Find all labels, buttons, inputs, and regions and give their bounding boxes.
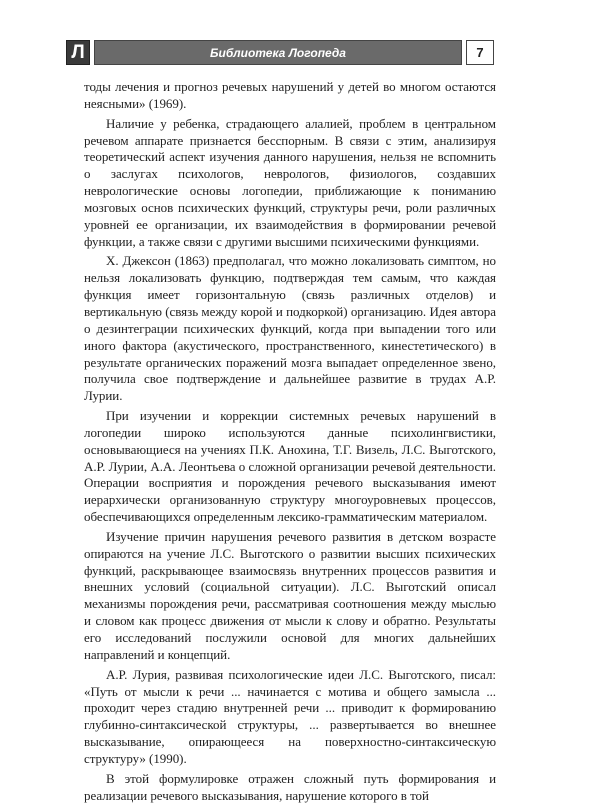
header-title: Библиотека Логопеда [94,40,462,65]
page-body [84,79,496,807]
paragraph-psycholinguistics: При изучении и коррекции системных речевых нарушений в логопедии широко используются данные психолингвистики, основывающиеся на учениях П.К. Анохина, Т.Г. Визель, Л.С. Выготского, А.Р. Лурии, А.А. Леонтьева о сложной организации речевой деятельности. Операции восприятия и порождения речевого высказывания имеют иерархически организованную структуру многоуровневых процессов, обеспечивающихся определенным лексико-грамматическим материалом. [84,408,496,525]
paragraph-vygotsky: Изучение причин нарушения речевого развития в детском возрасте опираются на учение Л.С. Выготского о развитии высших психических функций, раскрывающее взаимосвязь внутренних процессов развития и внешних условий (социальной ситуации). Л.С. Выготский описал механизмы порождения речи, рассматривая соотношения между мыслью и словом как процесс движения от мысли к слову и обратно. Результаты его исследований послужили основой для многих дальнейших направлений и концепций. [84,528,496,662]
paragraph-continuation: тоды лечения и прогноз речевых нарушений у детей во многом остаются неясными» (1969). [84,79,496,111]
paragraph-alalia: Наличие у ребенка, страдающего алалией, проблем в центральном речевом аппарате признается бесспорным. В связи с этим, анализируя теоретический аспект изучения данного нарушения, нельзя не вспомнить о заслугах психологов, неврологов, физиологов, создавших неврологические основы логопедии, приближающие к пониманию мозговых основ психических функций, структуры речи, роли различных уровней ее организации, их взаимодействия в формировании речевой функции, а также связи с другими высшими психическими функциями. [84,115,496,249]
paragraph-luria-quote: А.Р. Лурия, развивая психологические идеи Л.С. Выготского, писал: «Путь от мысли к речи ... начинается с мотива и общего замысла ... проходит через стадию внутренней речи ... приводит к формированию глубинно-синтаксической структуры, ... развертывается во внешнее высказывание, опирающееся на поверхностно-синтаксическую структуру» (1990). [84,666,496,766]
page-number: 7 [466,40,494,65]
library-logo: Л [66,40,90,65]
running-header [66,40,494,65]
paragraph-jackson: Х. Джексон (1863) предполагал, что можно локализовать симптом, но нельзя локализовать функцию, подтверждая тем самым, что каждая функция имеет горизонтальную (связь различных отделов) и вертикальную (связь между корой и подкоркой) организацию. Идея автора о дезинтеграции психических функций, когда при выпадении того или иного фактора (акустического, пространственного, кинестетического) в результате органических поражений мозга выпадает определенное звено, получила свое подтверждение и дальнейшее развитие в трудах А.Р. Лурии. [84,253,496,404]
paragraph-formulation: В этой формулировке отражен сложный путь формирования и реализации речевого высказывания, нарушение которого в той [84,770,496,803]
